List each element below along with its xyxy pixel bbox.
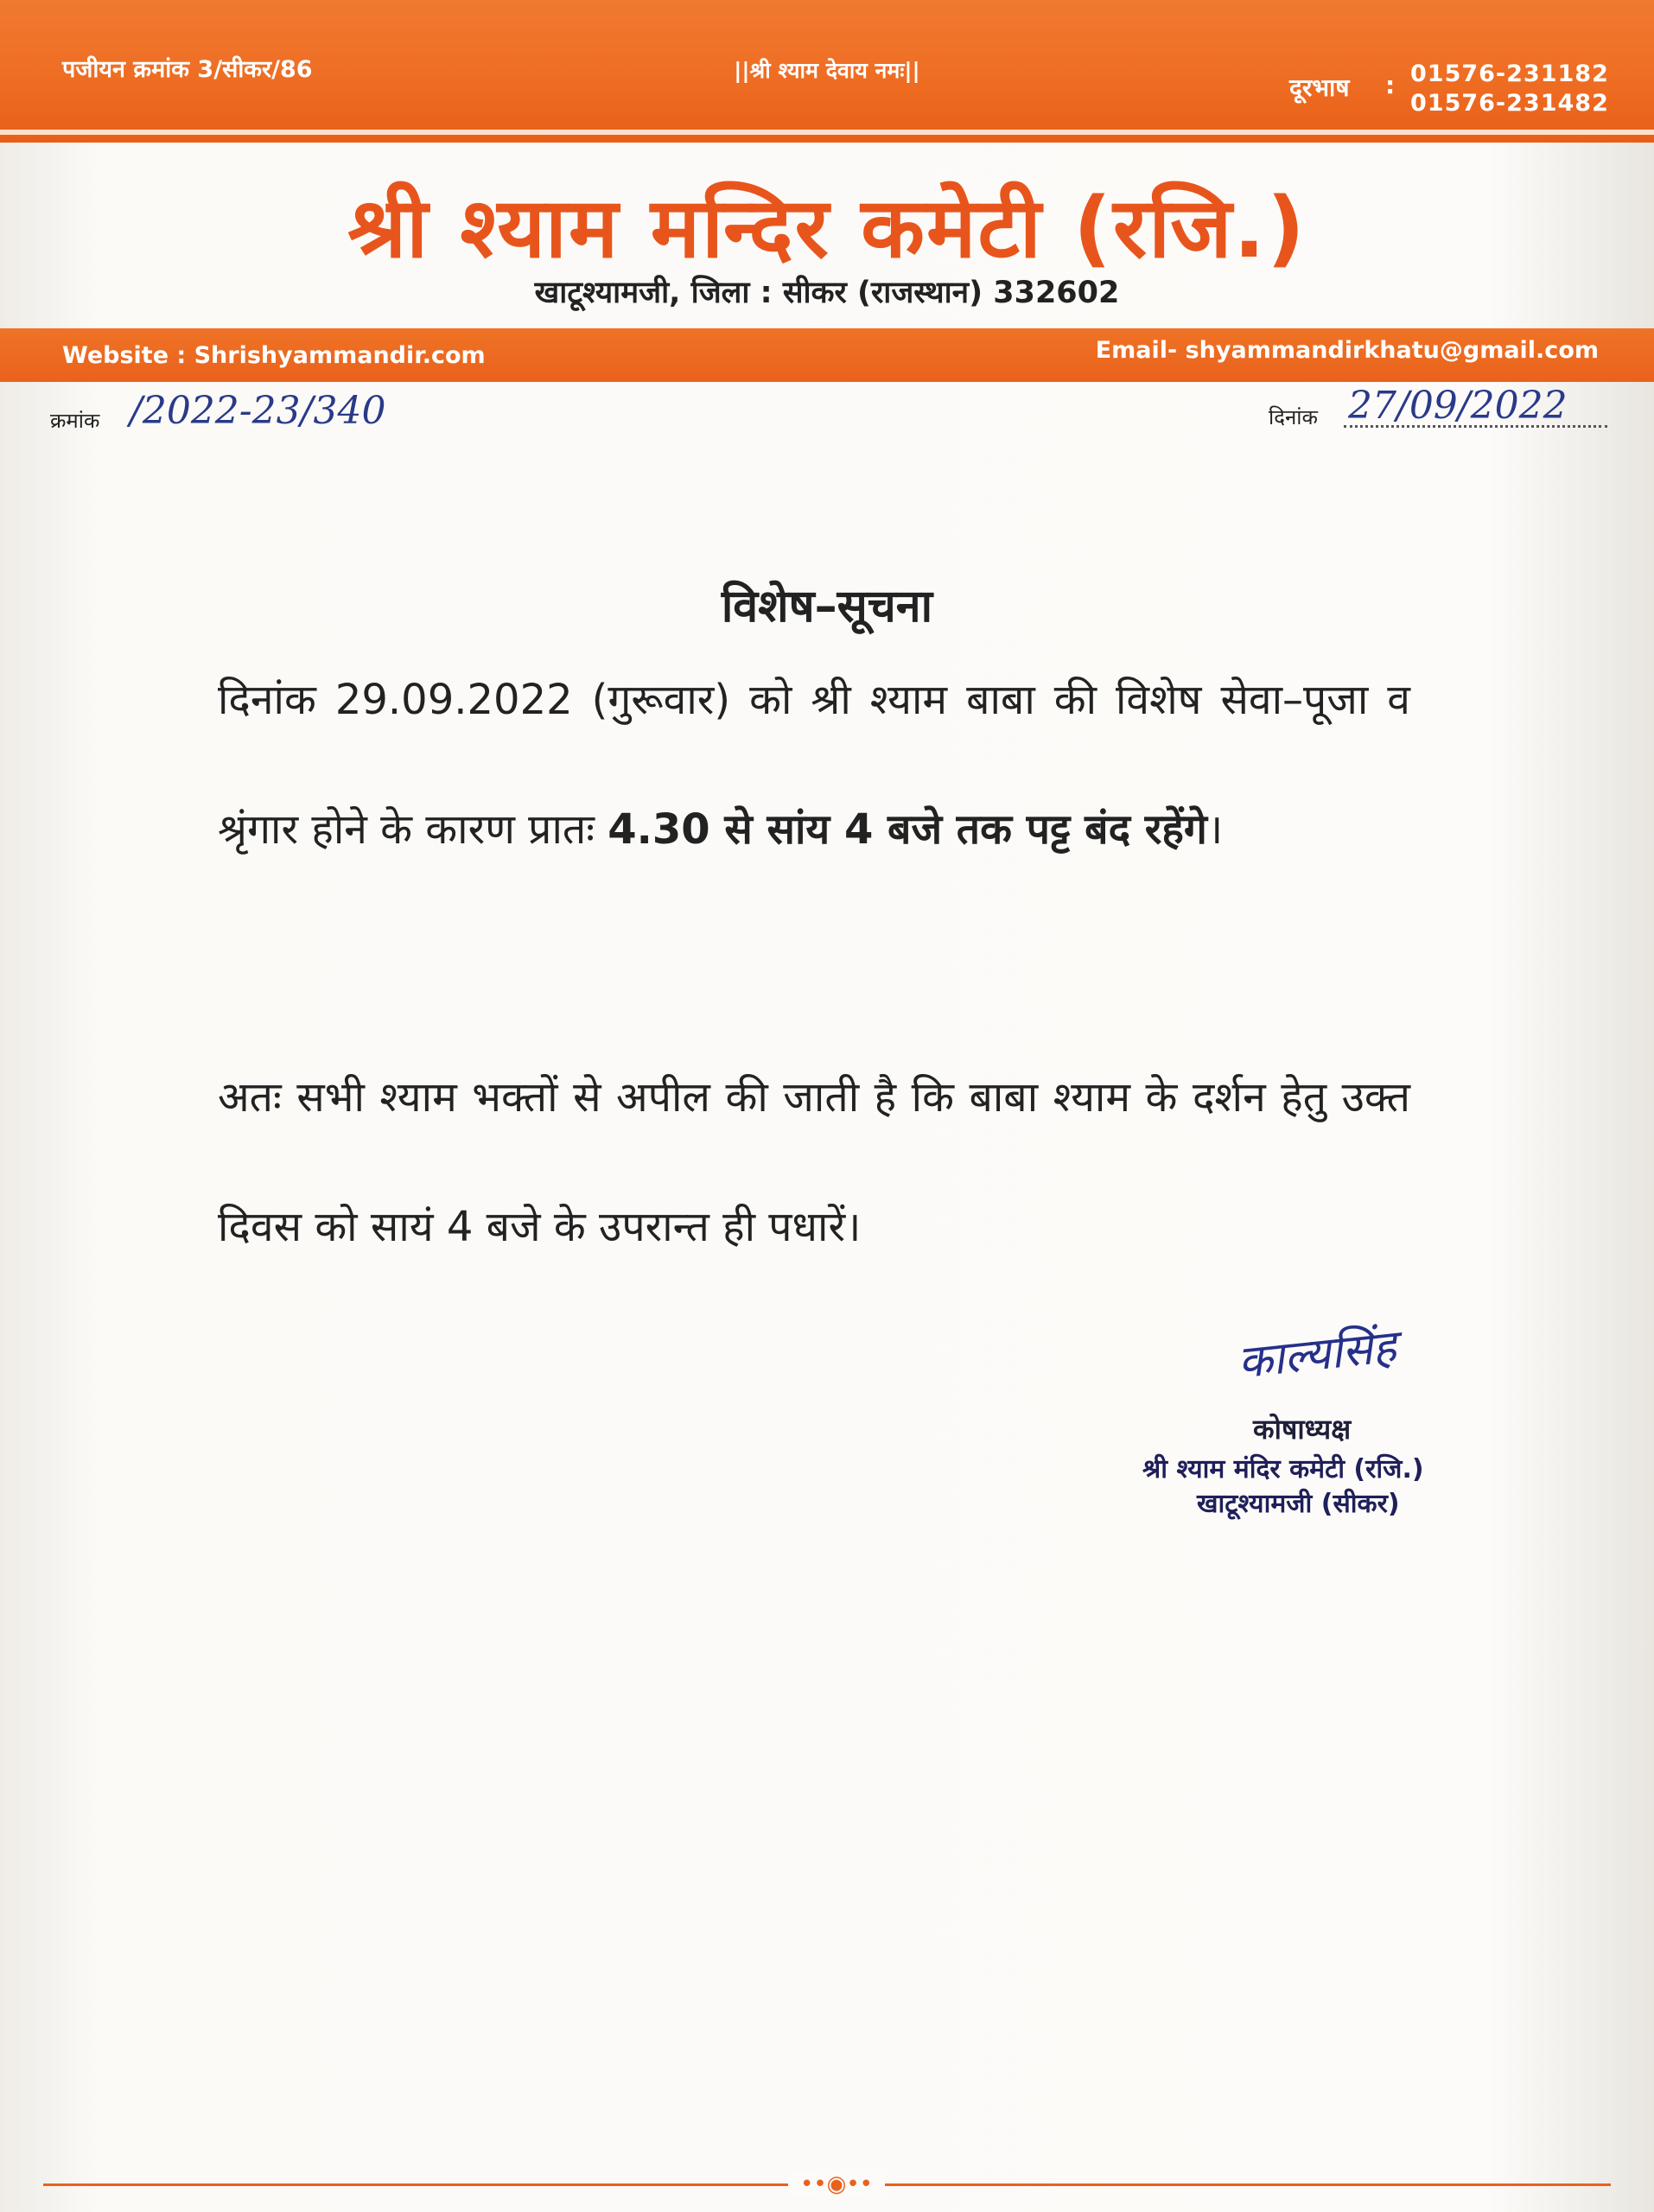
date-underline (1344, 425, 1607, 428)
footer-ornament: ••◉•• (788, 2171, 885, 2197)
website-link: Website : Shrishyammandir.com (62, 342, 486, 369)
notice-para1-emphasis: 4.30 से सांय 4 बजे तक पट्ट बंद रहेंगे (608, 805, 1207, 854)
phone-colon: : (1385, 71, 1396, 99)
notice-para1-text: दिनांक 29.09.2022 (गुरूवार) को श्री श्याम बाबा की विशेष सेवा–पूजा व श्रृंगार होने के कारण प्रातः (218, 676, 1410, 854)
date-value: 27/09/2022 (1348, 384, 1568, 428)
notice-paragraph-1 (218, 635, 1410, 894)
reference-label: क्रमांक (50, 409, 100, 433)
phone-label: दूरभाष (1289, 73, 1350, 102)
organization-address: खाटूश्यामजी, जिला : सीकर (राजस्थान) 332602 (534, 276, 1120, 310)
mantra: ||श्री श्याम देवाय नमः|| (734, 58, 920, 83)
signatory-location: खाटूश्यामजी (सीकर) (1197, 1489, 1400, 1519)
phone-number-1: 01576-231182 (1410, 60, 1609, 87)
header-divider (0, 130, 1654, 135)
organization-title: श्री श्याम मन्दिर कमेटी (रजि.) (347, 180, 1307, 276)
phone-number-2: 01576-231482 (1410, 90, 1609, 117)
notice-para1-end: । (1206, 805, 1224, 854)
email-address: Email- shyammandirkhatu@gmail.com (1095, 337, 1599, 364)
signatory-role: कोषाध्यक्ष (1253, 1413, 1352, 1446)
registration-number: पजीयन क्रमांक 3/सीकर/86 (62, 56, 313, 83)
date-label: दिनांक (1269, 405, 1318, 429)
notice-heading: विशेष–सूचना (721, 581, 933, 632)
notice-paragraph-2: अतः सभी श्याम भक्तों से अपील की जाती है कि बाबा श्याम के दर्शन हेतु उक्त दिवस को सायं 4 बजे के उपरान्त ही पधारें। (218, 1073, 1410, 1251)
signature: काल्यसिंह (1235, 1320, 1399, 1389)
reference-number: /2022-23/340 (130, 389, 386, 433)
signatory-organization: श्री श्याम मंदिर कमेटी (रजि.) (1142, 1454, 1424, 1484)
